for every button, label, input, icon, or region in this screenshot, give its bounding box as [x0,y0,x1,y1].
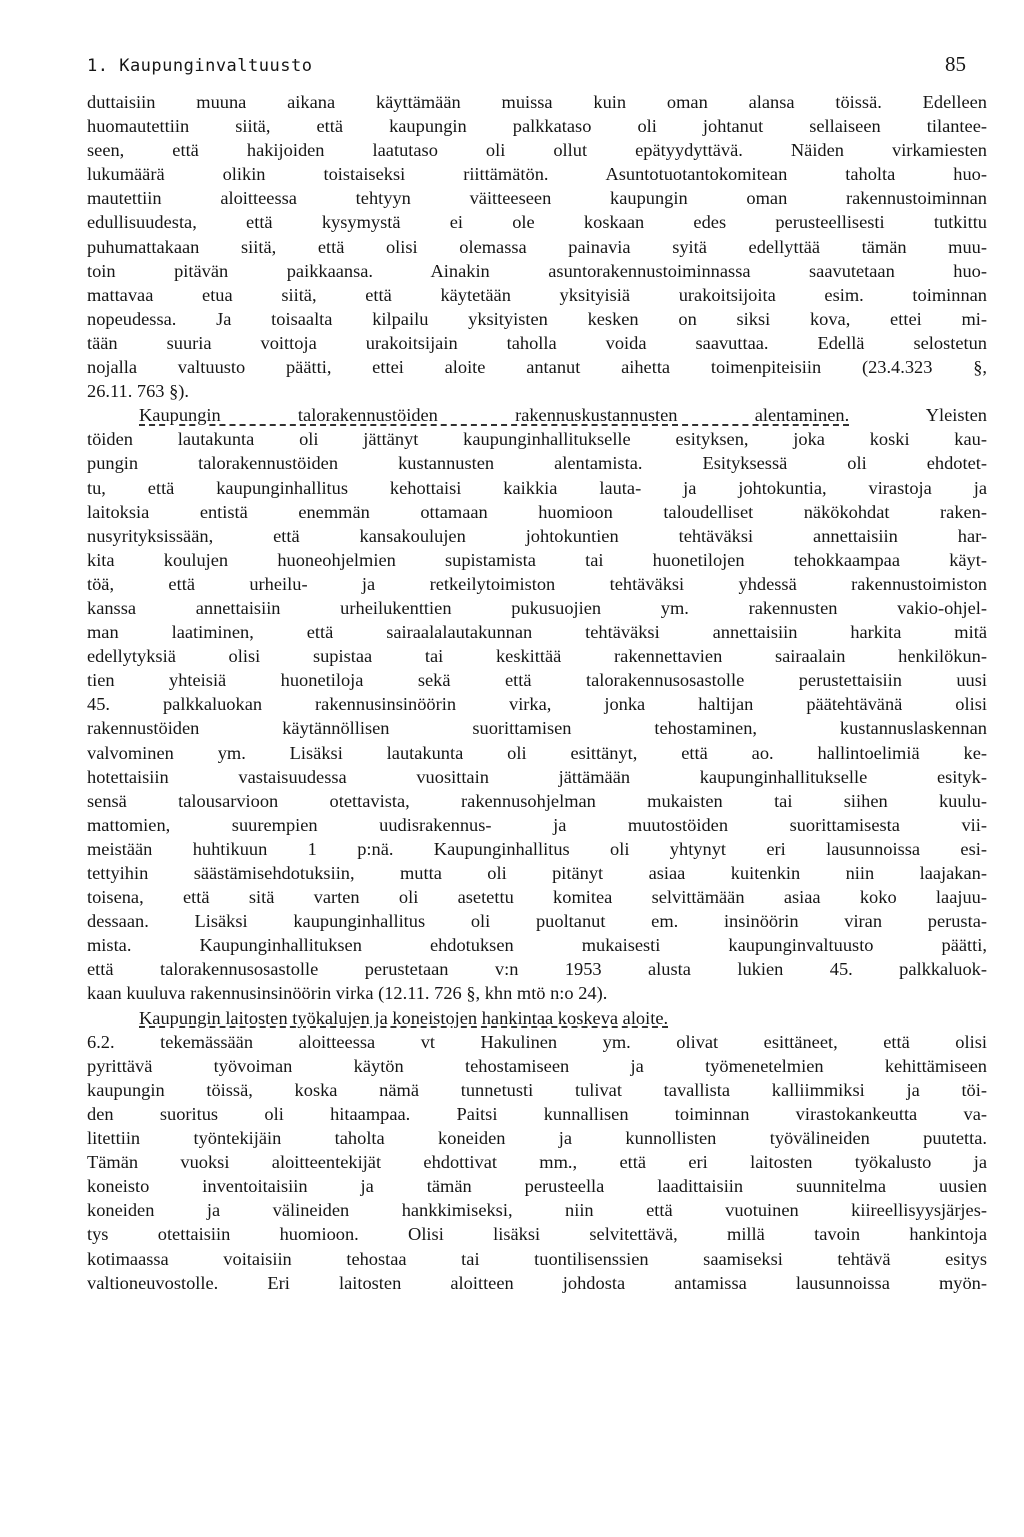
running-head: 1. Kaupunginvaltuusto [87,56,313,76]
text-line: seen, että hakijoiden laatutaso oli ollut epätyydyttävä. Näiden virkamiesten [87,140,987,161]
text-line: kaupungin töissä, koska nämä tunnetusti tulivat tavallista kalliimmiksi ja töi- [87,1079,987,1100]
text-line: että talorakennusosastolle perustetaan v:n 1953 alusta lukien 45. palkkaluok- [87,959,987,980]
text-line: nusyrityksissään, että kansakoulujen johtokuntien tehtäväksi annettaisiin har- [87,525,987,546]
text-line: rakennustöiden käytännöllisen suorittamisen tehostaminen, kustannuslaskennan [87,718,987,739]
text-line: 45. palkkaluokan rakennusinsinöörin virka, jonka haltijan päätehtävänä olisi [87,694,987,715]
text-line: puhumattakaan siitä, että olisi olemassa painavia syitä edellyttää tämän muu- [87,236,987,257]
text-line: kotimaassa voitaisiin tehostaa tai tuontilisenssien saamiseksi tehtävä esitys [87,1248,987,1269]
text-line: edellytyksiä olisi supistaa tai keskittää rakennettavien sairaalain henkilökun- [87,646,987,667]
text-line: litettiin työntekijäin taholta koneiden ja kunnollisten työvälineiden puutetta. [87,1128,987,1149]
text-line: töiden lautakunta oli jättänyt kaupunginhallitukselle esityksen, joka koski kau- [87,429,987,450]
text-line: toisena, että sitä varten oli asetettu komitea selvittämään asiaa koko laajuu- [87,887,987,908]
text-line: man laatiminen, että sairaalalautakunnan tehtäväksi annettaisiin harkita mitä [87,622,987,643]
text-line: kita koulujen huoneohjelmien supistamista tai huonetilojen tehokkaampaa käyt- [87,549,987,570]
text-line: tien yhteisiä huonetiloja sekä että talorakennusosastolle perustettaisiin uusi [87,670,987,691]
text-line: nojalla valtuusto päätti, ettei aloite antanut aihetta toimenpiteisiin (23.4.323 §, [87,357,987,378]
text-line: hotettaisiin vastaisuudessa vuosittain jättämään kaupunginhallitukselle esityk- [87,766,987,787]
text-line: tys otettaisiin huomioon. Olisi lisäksi selvitettävä, millä tavoin hankintoja [87,1224,987,1245]
text-line: den suoritus oli hitaampaa. Paitsi kunnallisen toiminnan virastokankeutta va- [87,1103,987,1124]
text-line: edullisuudesta, että kysymystä ei ole koskaan edes perusteellisesti tutkittu [87,212,987,233]
text-line: tettyihin säästämisehdotuksiin, mutta oli pitänyt asiaa kuitenkin niin laajakan- [87,863,987,883]
text-line: pungin talorakennustöiden kustannusten alentamista. Esityksessä oli ehdotet- [87,453,987,474]
text-line: tään suuria voittoja urakoitsijain taholla voida saavuttaa. Edellä selostetun [87,332,987,353]
heading-1-continuation: Yleisten [849,405,988,426]
section-heading-1: Kaupungin talorakennustöiden rakennuskustannusten alentaminen. [139,405,850,426]
text-line: mattavaa etua siitä, että käytetään yksityisiä urakoitsijoita esim. toiminnan [87,284,987,305]
text-line: valvominen ym. Lisäksi lautakunta oli esittänyt, että ao. hallintoelimiä ke- [87,742,987,763]
text-line: tu, että kaupunginhallitus kehottaisi kaikkia lauta- ja johtokuntia, virastoja ja [87,477,987,498]
text-line: sensä talousarvioon otettavista, rakennusohjelman mukaisten tai siihen kuulu- [87,790,987,811]
text-line: meistään huhtikuun 1 p:nä. Kaupunginhallitus oli yhtynyt eri lausunnoissa esi- [87,838,987,859]
text-line: 26.11. 763 §). [87,381,189,402]
text-line: valtioneuvostolle. Eri laitosten aloitteen johdosta antamissa lausunnoissa myön- [87,1272,987,1293]
section-heading-2: Kaupungin laitosten työkalujen ja koneistojen hankintaa koskeva aloite. [139,1007,669,1028]
text-line: pyrittävä työvoiman käytön tehostamiseen ja työmenetelmien kehittämiseen [87,1055,987,1076]
text-line: 6.2. tekemässään aloitteessa vt Hakulinen ym. olivat esittäneet, että olisi [87,1031,987,1052]
text-line: duttaisiin muuna aikana käyttämään muissa kuin oman alansa töissä. Edelleen [87,92,987,112]
text-line: huomautettiin siitä, että kaupungin palkkataso oli johtanut sellaiseen tilantee- [87,116,987,137]
text-line: toin pitävän paikkaansa. Ainakin asuntorakennustoiminnassa saavutetaan huo- [87,260,987,281]
text-line: kaan kuuluva rakennusinsinöörin virka (12.11. 726 §, khn mtö n:o 24). [87,983,608,1004]
text-line: laitoksia entistä enemmän ottamaan huomioon taloudelliset näkökohdat raken- [87,501,987,522]
text-line: dessaan. Lisäksi kaupunginhallitus oli puoltanut em. insinöörin viran perusta- [87,911,987,932]
page-number: 85 [945,52,966,76]
text-line: nopeudessa. Ja toisaalta kilpailu yksityisten kesken on siksi kova, ettei mi- [87,308,987,329]
text-line: koneisto inventoitaisiin ja tämän perusteella laadittaisiin suunnitelma uusien [87,1176,987,1197]
page-header [87,52,966,78]
section-heading-line [87,403,987,427]
body-text [87,90,987,1295]
text-line: mista. Kaupunginhallituksen ehdotuksen mukaisesti kaupunginvaltuusto päätti, [87,935,987,956]
text-line: mautettiin aloitteessa tehtyyn väitteeseen kaupungin oman rakennustoiminnan [87,188,987,209]
text-line: Tämän vuoksi aloitteentekijät ehdottivat mm., että eri laitosten työkalusto ja [87,1152,987,1173]
text-line: kanssa annettaisiin urheilukenttien pukusuojien ym. rakennusten vakio-ohjel- [87,597,987,618]
text-line: mattomien, suurempien uudisrakennus- ja muutostöiden suorittamisesta vii- [87,814,987,835]
section-heading-line [87,1006,987,1030]
text-line: koneiden ja välineiden hankkimiseksi, niin että vuotuinen kiireellisyysjärjes- [87,1200,987,1221]
text-line: lukumäärä olikin toistaiseksi riittämätön. Asuntotuotantokomitean taholta huo- [87,164,987,185]
text-line: töä, että urheilu- ja retkeilytoimiston tehtäväksi yhdessä rakennustoimiston [87,573,987,594]
